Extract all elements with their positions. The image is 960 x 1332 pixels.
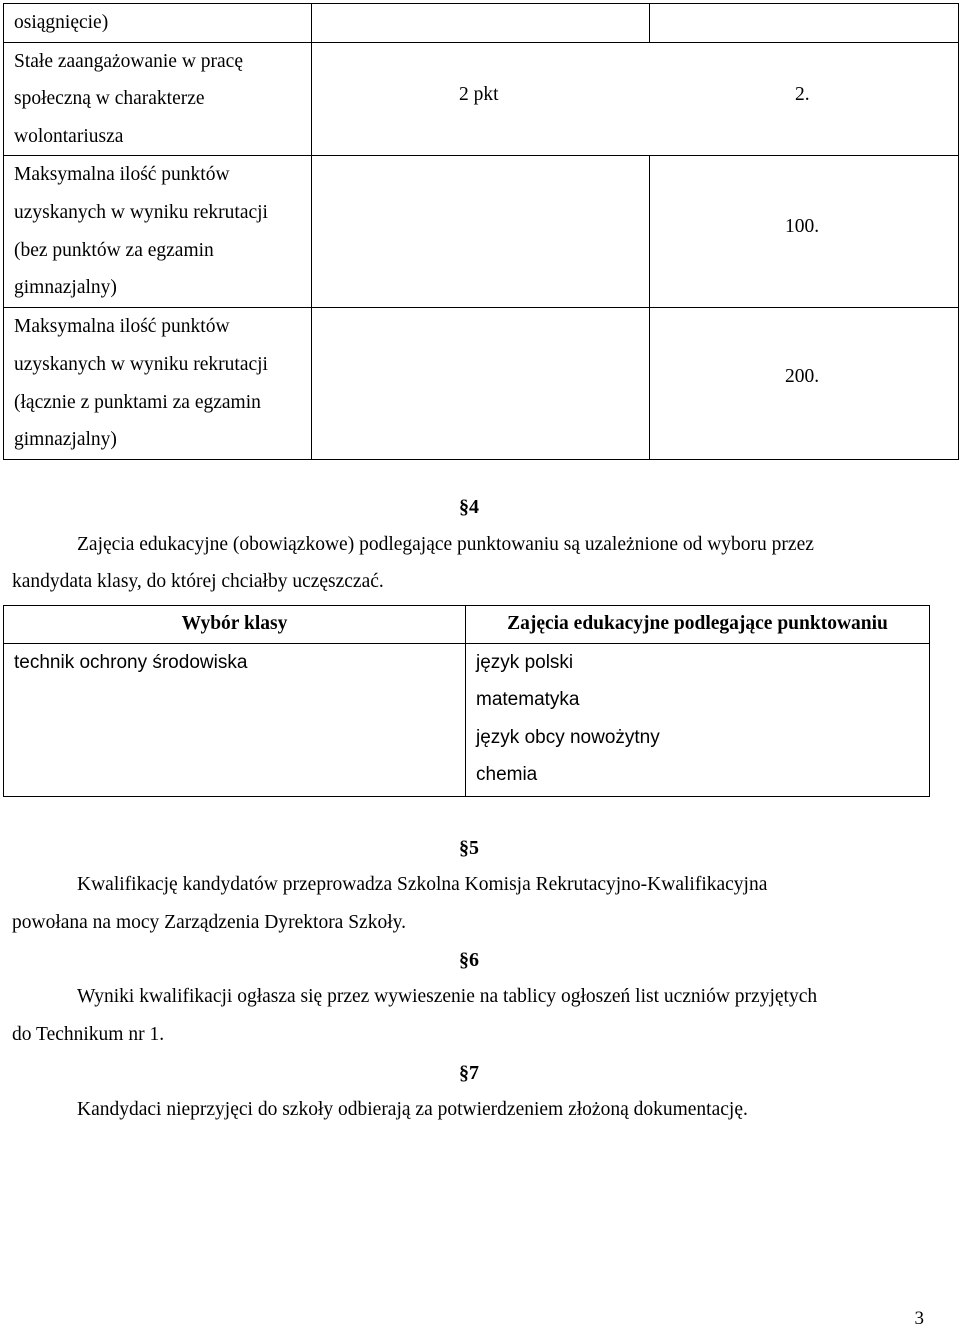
points-table-cell: [4, 4, 312, 43]
table-header-cell: [466, 606, 930, 644]
section-5-text-line2: powołana na mocy Zarządzenia Dyrektora Szkoły.: [12, 912, 406, 933]
section-5-heading: §5: [459, 837, 479, 859]
subjects-header: Zajęcia edukacyjne podlegające punktowaniu: [507, 613, 888, 634]
max-without-exam-criterion-cell: [4, 156, 312, 308]
class-subjects-table: [3, 605, 930, 797]
class-name: technik ochrony środowiska: [14, 651, 248, 673]
section-4-text-line1: Zajęcia edukacyjne (obowiązkowe) podlegające punktowaniu są uzależnione od wyboru przez: [77, 534, 814, 555]
subject-item: język obcy nowożytny: [476, 726, 660, 748]
section-7-text-line1: Kandydaci nieprzyjęci do szkoły odbierają za potwierdzeniem złożoną dokumentację.: [77, 1099, 748, 1120]
max-with-exam-value: 200.: [785, 366, 820, 387]
volunteer-points: 2 pkt: [459, 84, 499, 105]
section-6-heading: §6: [459, 949, 479, 971]
class-choice-header: Wybór klasy: [181, 613, 288, 634]
subject-item: język polski: [476, 651, 574, 673]
section-6-text-line1: Wyniki kwalifikacji ogłasza się przez wywieszenie na tablicy ogłoszeń list uczniów przyjętych: [77, 986, 818, 1007]
criterion-text: Stałe zaangażowanie w pracę: [14, 50, 243, 72]
subjects-cell: [466, 643, 930, 796]
criterion-text: osiągnięcie): [14, 12, 109, 33]
max-with-exam-criterion-cell: [4, 308, 312, 459]
volunteer-value: 2.: [795, 84, 810, 105]
section-5-text-line1: Kwalifikację kandydatów przeprowadza Szkolna Komisja Rekrutacyjno-Kwalifikacyjna: [77, 874, 768, 895]
points-table-cell: [312, 308, 650, 459]
class-cell: [4, 643, 466, 796]
subject-item: matematyka: [476, 689, 580, 711]
points-table-cell: [312, 4, 650, 43]
points-table-cell: [312, 156, 650, 308]
criterion-text: społeczną w charakterze: [14, 88, 205, 110]
criterion-text: uzyskanych w wyniku rekrutacji: [14, 353, 268, 375]
criterion-text: gimnazjalny): [14, 277, 117, 299]
volunteer-criterion-cell: [4, 42, 312, 156]
table-header-cell: [4, 606, 466, 644]
criterion-text: Maksymalna ilość punktów: [14, 164, 230, 186]
criterion-text: (łącznie z punktami za egzamin: [14, 391, 261, 413]
section-6-text-line2: do Technikum nr 1.: [12, 1024, 165, 1045]
points-table-cell: [650, 4, 959, 43]
section-4-text-line2: kandydata klasy, do której chciałby uczęszczać.: [12, 571, 384, 592]
criterion-text: Maksymalna ilość punktów: [14, 316, 230, 338]
page-number: 3: [914, 1308, 924, 1329]
subject-item: chemia: [476, 764, 538, 786]
volunteer-points-cell: [312, 42, 959, 156]
criterion-text: (bez punktów za egzamin: [14, 239, 214, 261]
max-without-exam-value: 100.: [785, 216, 820, 237]
criterion-text: wolontariusza: [14, 125, 124, 147]
section-7-heading: §7: [459, 1062, 479, 1084]
criterion-text: uzyskanych w wyniku rekrutacji: [14, 201, 268, 223]
criterion-text: gimnazjalny): [14, 429, 117, 451]
section-4-heading: §4: [459, 496, 479, 518]
